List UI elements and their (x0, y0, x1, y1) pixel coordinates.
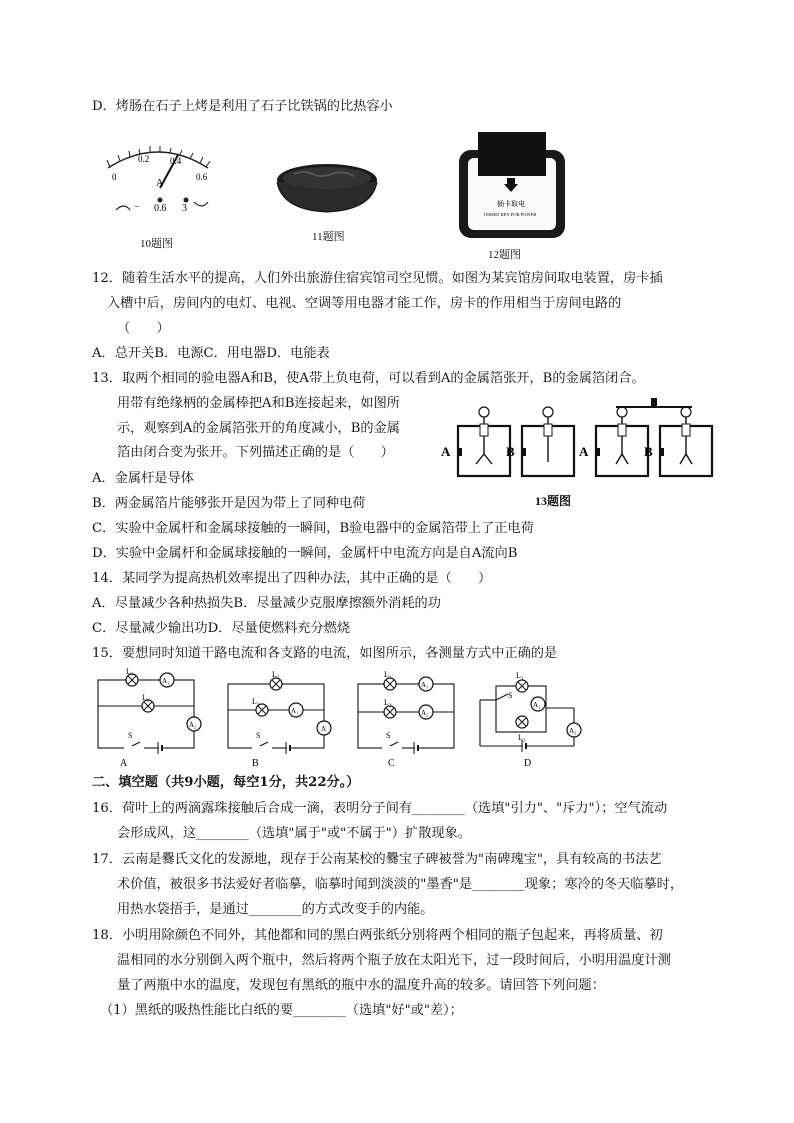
q13-line3: 示，观察到A的金属箔张开的角度减小，B的金属 (117, 421, 400, 436)
fig12-caption: 12题图 (488, 249, 521, 261)
circuit-d-a2: A₂ (569, 727, 577, 735)
fig10-ammeter (96, 138, 226, 238)
circuit-a-s: S (128, 731, 133, 740)
q13-option-a: A．金属杆是导体 (92, 471, 194, 486)
q13-option-d: D．实验中金属杆和金属球接触的一瞬间，金属杆中电流方向是自A流向B (92, 546, 518, 561)
q-d-option-top: D．烤肠在石子上烤是利用了石子比铁锅的比热容小 (92, 99, 393, 114)
circuit-b-l2: L₂ (252, 697, 260, 706)
meter-scale-0: 0 (112, 172, 117, 182)
q17-line1: 17．云南是爨氏文化的发源地，现存于公南某校的爨宝子碑被誉为"南碑瑰宝"，具有较高的书法艺 (92, 852, 662, 867)
q13-option-b: B．两金属箔片能够张开是因为带上了同种电荷 (92, 496, 366, 511)
circuit-c-a2: A₂ (421, 709, 429, 717)
circuit-b-a1: A₁ (291, 707, 299, 715)
circuit-b-s: S (256, 731, 261, 740)
fig13-caption: 13题图 (535, 494, 572, 508)
q13-line4: 箔由闭合变为张开。下列描述正确的是（ ） (117, 445, 394, 460)
q14-options-ab: A．尽量减少各种热损失B．尽量减少克服摩擦额外消耗的功 (92, 596, 441, 611)
meter-scale-3: 0.6 (196, 172, 208, 182)
meter-terminal-3: 3 (182, 203, 187, 214)
circuit-c-s: S (386, 731, 391, 740)
circuit-b-l1: L₁ (272, 670, 280, 679)
meter-unit: A (156, 178, 164, 189)
circuit-label-c: C (388, 758, 395, 769)
q18-line2: 温相同的水分别倒入两个瓶中，然后将两个瓶子放在太阳光下，过一段时间后，小明用温度计测 (117, 953, 671, 968)
circuit-a-l1: L₁ (126, 668, 134, 676)
meter-terminal-minus: − (134, 202, 140, 213)
fig13-electroscopes (436, 396, 726, 482)
circuit-label-d: D (524, 758, 532, 769)
meter-scale-1: 0.2 (138, 154, 150, 164)
q12-line3: （ ） (117, 321, 170, 336)
q16-line1: 16．荷叶上的两滴露珠接触后合成一滴，表明分子间有________（选填"引力"、"斥力"）；空气流动 (92, 801, 668, 816)
circuit-a-l2: L₂ (142, 693, 150, 702)
q18-sub1: （1）黑纸的吸热性能比白纸的要________（选填"好"或"差）； (100, 1003, 463, 1018)
circuit-d-l2: L₂ (518, 733, 526, 742)
electroscope-label-a1: A (441, 444, 451, 459)
q14-line1: 14．某同学为提高热机效率提出了四种办法，其中正确的是（ ） (92, 571, 492, 586)
q17-line2: 术价值，被很多书法爱好者临摹，临摹时闻到淡淡的"墨香"是________现象；寒冷的冬天临摹时， (117, 877, 684, 892)
q13-line1: 13．取两个相同的验电器A和B，使A带上负电荷，可以看到A的金属箔张开，B的金属箔闭合。 (92, 371, 645, 386)
circuit-label-b: B (252, 758, 259, 769)
q15-line1: 15．要想同时知道干路电流和各支路的电流，如图所示，各测量方式中正确的是 (92, 646, 558, 661)
circuit-a-a2: A₂ (189, 721, 197, 729)
q16-line2: 会形成风，这________（选填"属于"或"不属于"）扩散现象。 (117, 826, 471, 841)
q13-option-c: C．实验中金属杆和金属球接触的一瞬间，B验电器中的金属箔带上了正电荷 (92, 521, 534, 536)
fig11-dish (272, 158, 382, 218)
circuit-a-a1: A₁ (162, 677, 170, 685)
circuit-c-a1: A₁ (421, 681, 429, 689)
q12-options: A．总开关B．电源C．用电器D．电能表 (92, 346, 330, 361)
q14-options-cd: C．尽量减少输出功D．尽量使燃料充分燃烧 (92, 621, 351, 636)
electroscope-label-a2: A (579, 444, 589, 459)
circuit-c-l1: L₁ (384, 670, 392, 679)
circuit-d-s: S (508, 691, 513, 700)
circuit-d-l1: L₁ (516, 671, 524, 680)
q13-line2: 用带有绝缘柄的金属棒把A和B连接起来，如图所 (117, 396, 400, 411)
q17-line3: 用热水袋捂手，是通过________的方式改变手的内能。 (117, 902, 434, 917)
card-slot-text: 插卡取电 (497, 200, 525, 208)
meter-scale-2: 0.4 (170, 156, 182, 166)
fig10-caption: 10题图 (140, 238, 173, 250)
electroscope-label-b2: B (644, 444, 653, 459)
circuit-d-a1: A₁ (533, 701, 541, 709)
q12-line1: 12．随着生活水平的提高，人们外出旅游住宿宾馆司空见惯。如图为某宾馆房间取电装置，房卡插 (92, 271, 663, 286)
section-2-heading: 二、填空题（共9小题，每空1分，共22分。） (92, 775, 360, 790)
q12-line2: 入槽中后，房间内的电灯、电视、空调等用电器才能工作，房卡的作用相当于房间电路的 (107, 296, 622, 311)
circuit-c-l2: L₂ (384, 698, 392, 707)
q18-line3: 量了两瓶中水的温度，发现包有黑纸的瓶中水的温度升高的较多。请回答下列问题： (117, 978, 605, 993)
card-slot-subtext: INSERT KEY FOR POWER (484, 212, 537, 217)
circuit-b-a: A (321, 725, 327, 733)
electroscope-label-b1: B (506, 444, 515, 459)
fig15-circuits (92, 668, 612, 770)
circuit-label-a: A (120, 758, 128, 769)
q18-line1: 18．小明用除颜色不同外，其他都和同的黑白两张纸分别将两个相同的瓶子包起来，再将质量、初 (92, 928, 663, 943)
meter-terminal-06: 0.6 (154, 203, 167, 214)
fig12-card-slot (456, 130, 568, 242)
fig11-caption: 11题图 (312, 231, 345, 243)
